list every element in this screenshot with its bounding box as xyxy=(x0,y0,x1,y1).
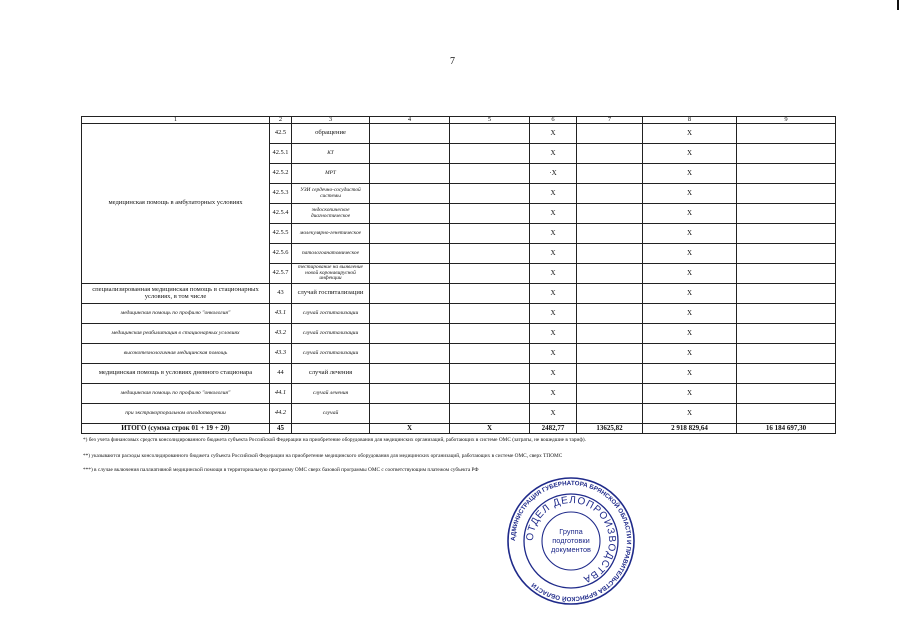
row-label: при экстракорпоральном оплодотворении xyxy=(82,404,270,424)
cell-empty xyxy=(370,244,450,264)
cell-col7: X xyxy=(643,344,737,364)
cell-empty xyxy=(737,384,836,404)
row-code: 42.5.1 xyxy=(270,144,292,164)
cell-empty xyxy=(370,384,450,404)
cell-empty xyxy=(737,284,836,304)
total-c4: X xyxy=(450,424,530,434)
cell-empty xyxy=(577,164,643,184)
edge-mark xyxy=(897,0,899,10)
unit-name: молекулярно-генетическое xyxy=(292,224,370,244)
cell-col5: X xyxy=(530,384,577,404)
cell-col5: ·X xyxy=(530,164,577,184)
cell-empty xyxy=(450,144,530,164)
row-code: 42.5.4 xyxy=(270,204,292,224)
cell-col5: X xyxy=(530,184,577,204)
cell-empty xyxy=(577,384,643,404)
row-label: медицинская помощь по профилю "онкология" xyxy=(82,384,270,404)
unit-name: случай госпитализации xyxy=(292,304,370,324)
row-label: высокотехнологичная медицинская помощь xyxy=(82,344,270,364)
unit-name: УЗИ сердечно-сосудистой системы xyxy=(292,184,370,204)
cell-empty xyxy=(577,204,643,224)
total-label: ИТОГО (сумма строк 01 + 19 + 20) xyxy=(82,424,270,434)
cell-col5: X xyxy=(530,324,577,344)
cell-empty xyxy=(370,224,450,244)
stamp-center-line-2: подготовки xyxy=(552,536,590,545)
row-code: 43.2 xyxy=(270,324,292,344)
cell-empty xyxy=(370,404,450,424)
cell-empty xyxy=(737,304,836,324)
row-label: медицинская помощь по профилю "онкология" xyxy=(82,304,270,324)
table-row xyxy=(82,404,836,424)
cell-col7: X xyxy=(643,144,737,164)
row-label: медицинская реабилитация в стационарных условиях xyxy=(82,324,270,344)
unit-name: случай госпитализации xyxy=(292,344,370,364)
table-row xyxy=(82,284,836,304)
cell-empty xyxy=(737,404,836,424)
cell-col7: X xyxy=(643,304,737,324)
cell-empty xyxy=(577,184,643,204)
cell-col7: X xyxy=(643,124,737,144)
page-number: 7 xyxy=(450,56,455,67)
row-code: 42.5.3 xyxy=(270,184,292,204)
cell-col5: X xyxy=(530,224,577,244)
row-label: медицинская помощь в амбулаторных условиях xyxy=(82,124,270,284)
cell-empty xyxy=(577,404,643,424)
unit-name: тестирование на выявление новой коронавирусной инфекции xyxy=(292,264,370,284)
cell-empty xyxy=(737,184,836,204)
table-row xyxy=(82,324,836,344)
cell-empty xyxy=(370,284,450,304)
column-header: 3 xyxy=(292,117,370,124)
cell-col7: X xyxy=(643,164,737,184)
cell-empty xyxy=(370,204,450,224)
cell-col7: X xyxy=(643,284,737,304)
stamp-outer-text: АДМИНИСТРАЦИЯ ГУБЕРНАТОРА БРЯНСКОЙ ОБЛАСТИ И ПРАВИТЕЛЬСТВА БРЯНСКОЙ ОБЛАСТИ xyxy=(509,479,633,603)
table-row xyxy=(82,384,836,404)
cell-col7: X xyxy=(643,404,737,424)
table-row xyxy=(82,344,836,364)
cell-empty xyxy=(450,184,530,204)
cell-empty xyxy=(737,324,836,344)
cell-col7: X xyxy=(643,204,737,224)
row-code: 42.5.2 xyxy=(270,164,292,184)
row-code: 43.3 xyxy=(270,344,292,364)
cell-empty xyxy=(577,324,643,344)
cell-empty xyxy=(577,124,643,144)
cell-empty xyxy=(450,364,530,384)
cell-col5: X xyxy=(530,304,577,324)
row-code: 42.5.7 xyxy=(270,264,292,284)
cell-empty xyxy=(370,164,450,184)
cell-empty xyxy=(450,324,530,344)
column-header: 4 xyxy=(370,117,450,124)
column-header: 7 xyxy=(577,117,643,124)
row-code: 44.1 xyxy=(270,384,292,404)
cell-empty xyxy=(577,284,643,304)
cell-col5: X xyxy=(530,264,577,284)
cell-empty xyxy=(737,164,836,184)
medical-care-table xyxy=(81,116,836,434)
footnote-1: *) без учета финансовых средств консолидированного бюджета субъекта Российской Федерации на приобретение оборудования для медицинских организаций, работающих в системе ОМС (затраты, не вошедшие в тариф). xyxy=(83,437,586,443)
cell-empty xyxy=(370,304,450,324)
cell-empty xyxy=(370,344,450,364)
total-c8: 16 184 697,30 xyxy=(737,424,836,434)
cell-col5: X xyxy=(530,284,577,304)
footnote-2: **) указываются расходы консолидированного бюджета субъекта Российской Федерации на приобретение медицинского оборудования для медицинских организаций, работающих в системе ОМС, сверх ТПОМС xyxy=(83,453,563,459)
row-code: 43 xyxy=(270,284,292,304)
total-c7: 2 918 829,64 xyxy=(643,424,737,434)
cell-empty xyxy=(292,424,370,434)
unit-name: случай госпитализации xyxy=(292,284,370,304)
row-label: медицинская помощь в условиях дневного стационара xyxy=(82,364,270,384)
row-code: 44.2 xyxy=(270,404,292,424)
cell-empty xyxy=(737,204,836,224)
stamp-center-line-1: Группа xyxy=(559,527,583,536)
unit-name: случай xyxy=(292,404,370,424)
official-stamp xyxy=(506,476,636,606)
footnote-3: ***) в случае включения паллиативной медицинской помощи в территориальную программу ОМС сверх базовой программы ОМС с соответствующим платежом субъекта РФ xyxy=(83,467,479,473)
row-code: 42.5.5 xyxy=(270,224,292,244)
cell-empty xyxy=(450,264,530,284)
cell-empty xyxy=(737,224,836,244)
cell-col5: X xyxy=(530,244,577,264)
stamp-center-line-3: документов xyxy=(551,545,591,554)
total-c6: 13625,82 xyxy=(577,424,643,434)
column-header: 5 xyxy=(450,117,530,124)
cell-col5: X xyxy=(530,344,577,364)
cell-empty xyxy=(577,364,643,384)
cell-empty xyxy=(450,244,530,264)
unit-name: случай госпитализации xyxy=(292,324,370,344)
cell-col5: X xyxy=(530,124,577,144)
total-row xyxy=(82,424,836,434)
cell-empty xyxy=(370,364,450,384)
total-c5: 2482,77 xyxy=(530,424,577,434)
cell-col7: X xyxy=(643,384,737,404)
cell-empty xyxy=(450,164,530,184)
cell-empty xyxy=(737,144,836,164)
row-code: 44 xyxy=(270,364,292,384)
cell-empty xyxy=(370,124,450,144)
cell-col7: X xyxy=(643,324,737,344)
table-body xyxy=(82,117,836,434)
column-header: 1 xyxy=(82,117,270,124)
cell-empty xyxy=(737,244,836,264)
cell-empty xyxy=(737,124,836,144)
header-row xyxy=(82,117,836,124)
cell-col5: X xyxy=(530,364,577,384)
cell-empty xyxy=(370,144,450,164)
cell-empty xyxy=(577,224,643,244)
column-header: 2 xyxy=(270,117,292,124)
row-code: 42.5.6 xyxy=(270,244,292,264)
stamp-center xyxy=(551,527,591,554)
cell-empty xyxy=(737,344,836,364)
cell-col5: X xyxy=(530,204,577,224)
unit-name: эндоскопическое диагностическое xyxy=(292,204,370,224)
cell-empty xyxy=(577,344,643,364)
cell-empty xyxy=(737,264,836,284)
cell-empty xyxy=(577,144,643,164)
cell-empty xyxy=(450,304,530,324)
unit-name: патологоанатомическое xyxy=(292,244,370,264)
unit-name: случай лечения xyxy=(292,384,370,404)
cell-empty xyxy=(450,284,530,304)
cell-empty xyxy=(450,344,530,364)
total-c3: X xyxy=(370,424,450,434)
unit-name: МРТ xyxy=(292,164,370,184)
stamp-inner-text: ОТДЕЛ ДЕЛОПРОИЗВОДСТВА xyxy=(524,494,618,585)
cell-col7: X xyxy=(643,244,737,264)
column-header: 9 xyxy=(737,117,836,124)
cell-empty xyxy=(450,384,530,404)
column-header: 8 xyxy=(643,117,737,124)
cell-col7: X xyxy=(643,364,737,384)
cell-empty xyxy=(370,264,450,284)
cell-empty xyxy=(577,244,643,264)
cell-empty xyxy=(450,204,530,224)
cell-col7: X xyxy=(643,184,737,204)
cell-empty xyxy=(370,324,450,344)
cell-col7: X xyxy=(643,264,737,284)
cell-empty xyxy=(370,184,450,204)
cell-empty xyxy=(450,124,530,144)
cell-empty xyxy=(737,364,836,384)
cell-empty xyxy=(450,224,530,244)
row-code: 42.5 xyxy=(270,124,292,144)
total-code: 45 xyxy=(270,424,292,434)
unit-name: случай лечения xyxy=(292,364,370,384)
unit-name: обращение xyxy=(292,124,370,144)
cell-empty xyxy=(577,304,643,324)
table-row xyxy=(82,364,836,384)
table-row xyxy=(82,304,836,324)
table-row xyxy=(82,124,836,144)
unit-name: КТ xyxy=(292,144,370,164)
cell-col5: X xyxy=(530,404,577,424)
cell-col5: X xyxy=(530,144,577,164)
column-header: 6 xyxy=(530,117,577,124)
cell-col7: X xyxy=(643,224,737,244)
cell-empty xyxy=(577,264,643,284)
row-code: 43.1 xyxy=(270,304,292,324)
cell-empty xyxy=(450,404,530,424)
row-label: специализированная медицинская помощь в стационарных условиях, в том числе xyxy=(82,284,270,304)
